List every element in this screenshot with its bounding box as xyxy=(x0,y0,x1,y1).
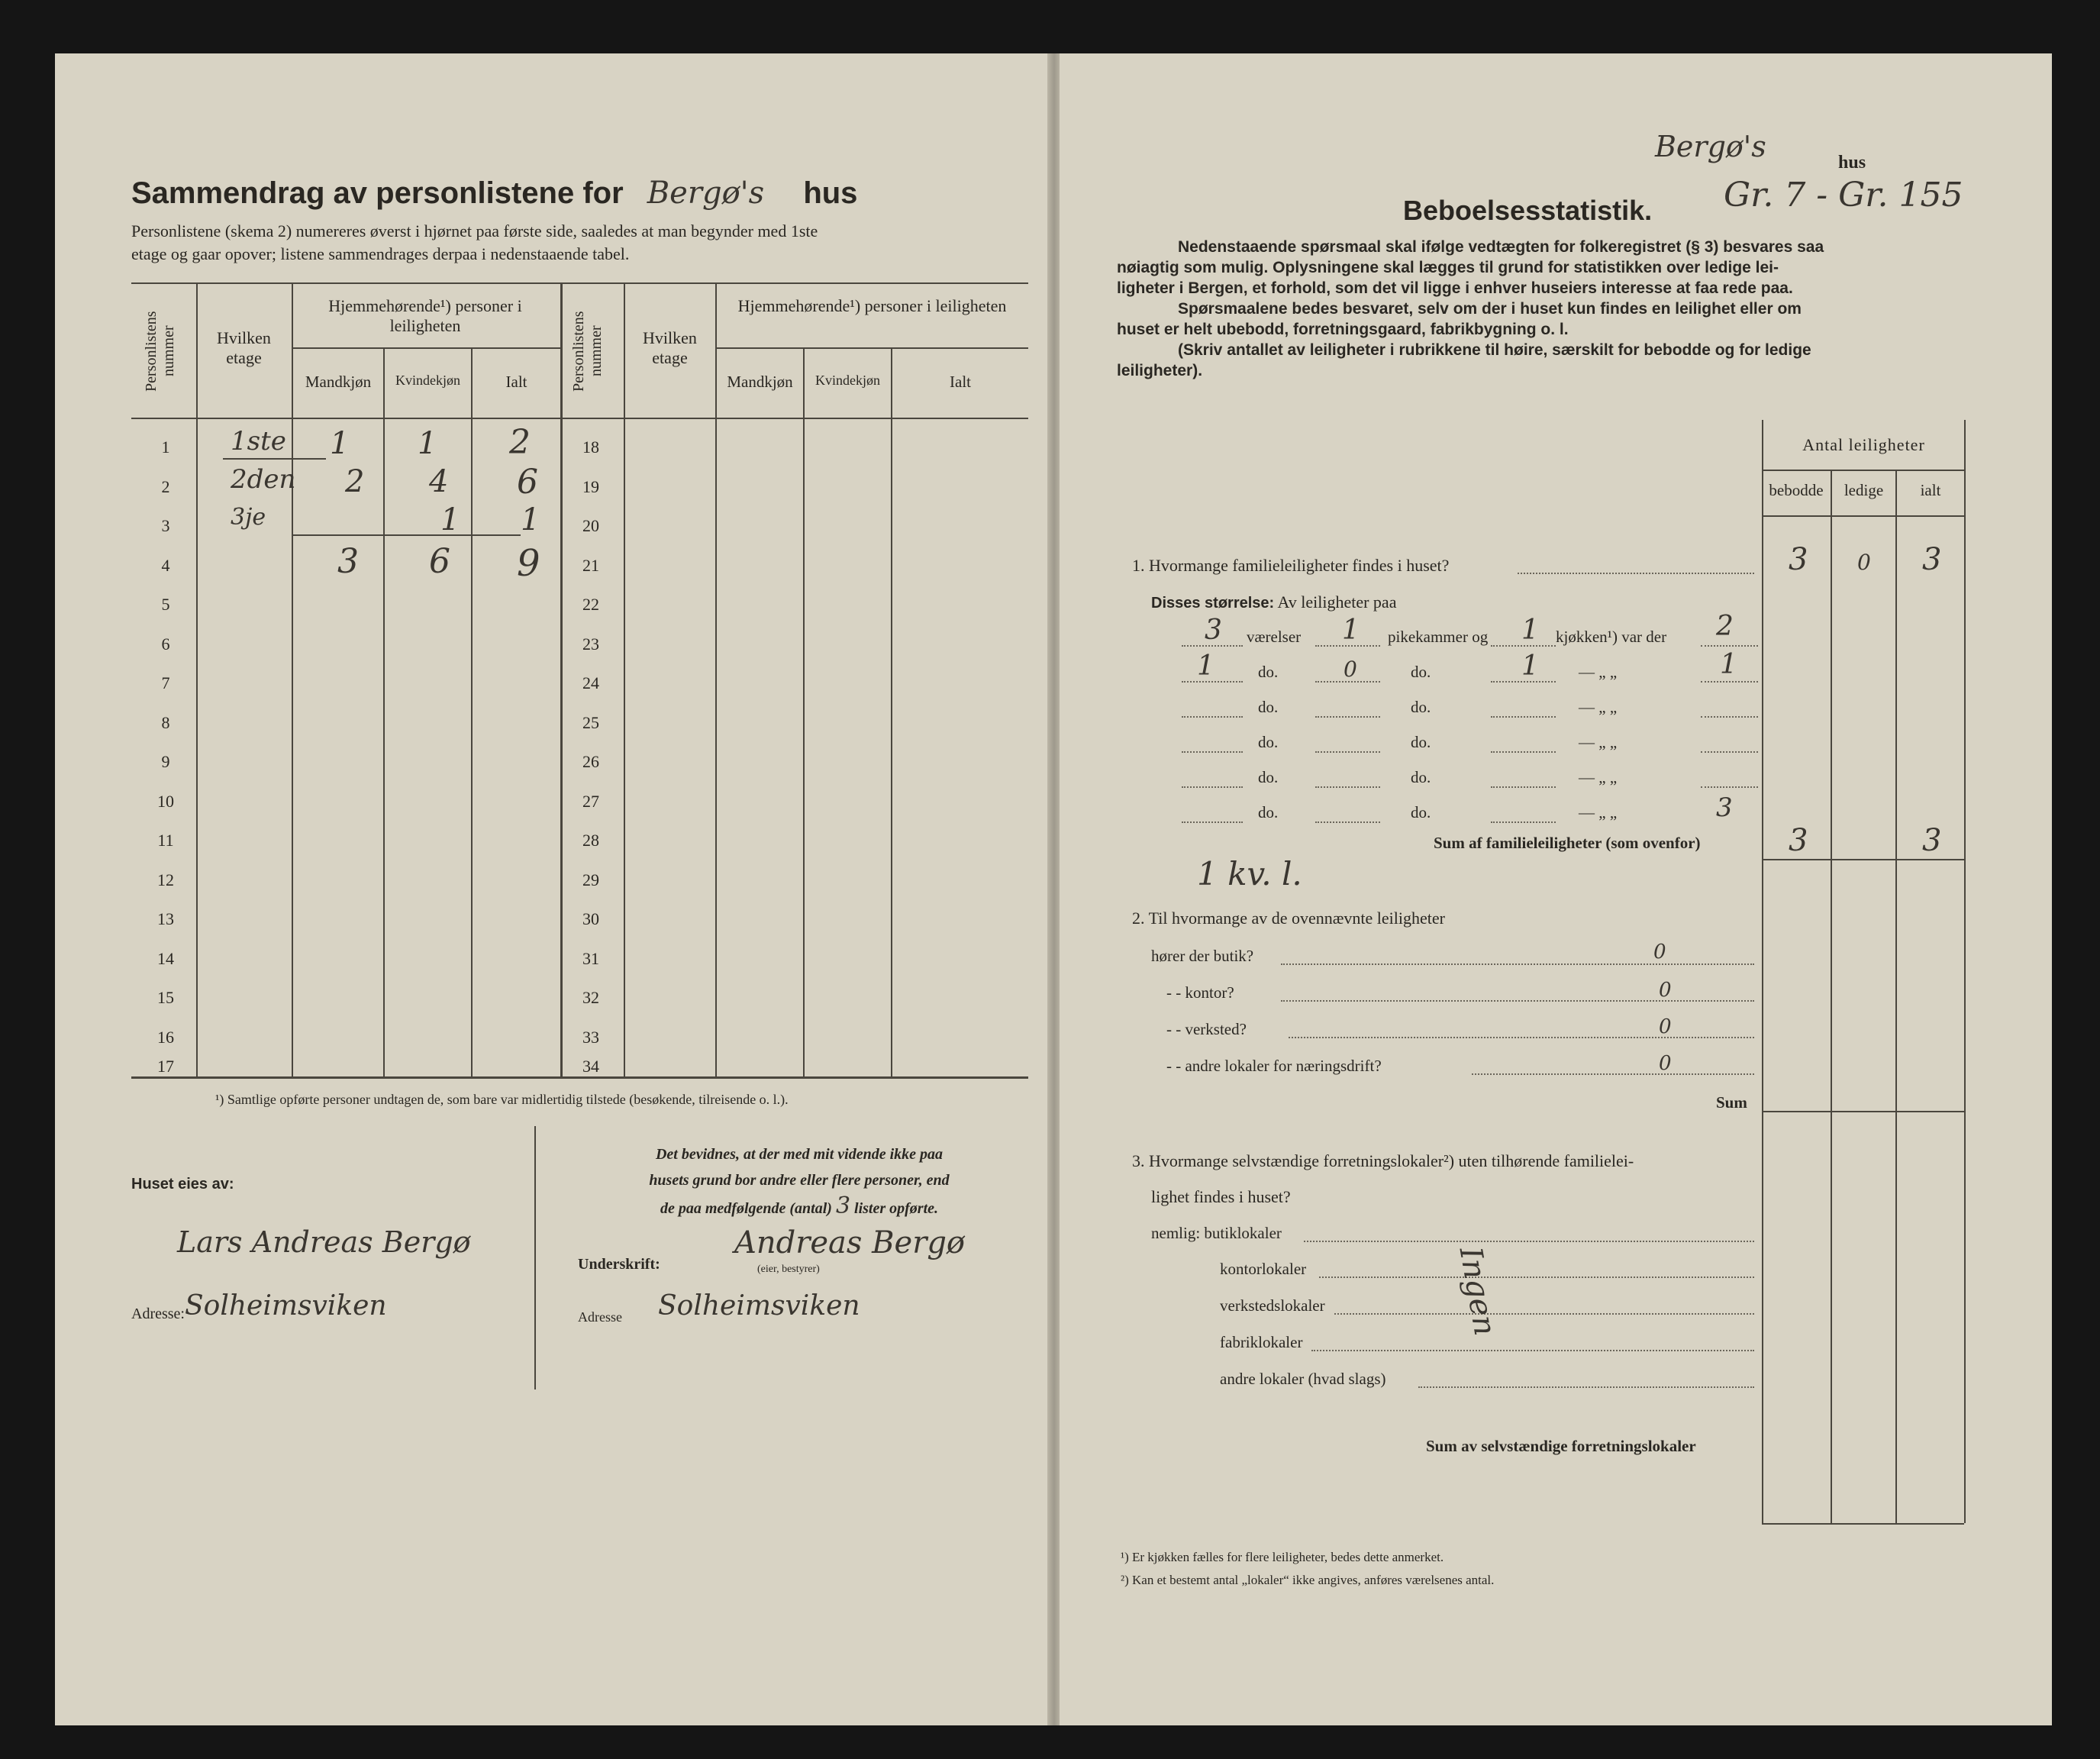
intro-line-7: leiligheter). xyxy=(1117,362,1203,379)
sum-fam-ialt: 3 xyxy=(1922,823,1942,858)
q3-item: verkstedslokaler xyxy=(1220,1296,1325,1315)
size-heading xyxy=(1151,592,1396,612)
size-rooms-label: værelser xyxy=(1247,628,1302,646)
row-nr: 25 xyxy=(582,713,599,732)
sign-name: Andreas Bergø xyxy=(734,1225,966,1260)
size-kjokken-label: — „ „ xyxy=(1579,768,1618,786)
col-header-k-2: Kvindekjøn xyxy=(815,373,880,388)
row1-m: 1 xyxy=(330,426,350,461)
owner-address: Solheimsviken xyxy=(185,1290,387,1322)
size-pike-label: do. xyxy=(1411,768,1431,786)
row-nr: 1 xyxy=(161,437,170,457)
size-kjokken-label: — „ „ xyxy=(1579,663,1618,681)
intro-line-5: huset er helt ubebodd, forretningsgaard, fabrikbygning o. l. xyxy=(1117,321,1569,338)
row-nr: 9 xyxy=(161,752,170,771)
cert-count: 3 xyxy=(835,1193,851,1219)
intro-line-4: Spørsmaalene bedes besvaret, selv om der i huset kun findes en leilighet eller om xyxy=(1178,300,1802,318)
row-nr: 19 xyxy=(582,477,599,496)
q2-val: 0 xyxy=(1659,1015,1672,1038)
left-title-prefix: Sammendrag av personlistene for xyxy=(131,176,624,210)
right-intro xyxy=(1117,237,2021,381)
size-rooms-label: do. xyxy=(1258,663,1279,681)
row-nr: 7 xyxy=(161,673,170,692)
row-nr: 31 xyxy=(582,949,599,968)
kvl-note: 1 kv. l. xyxy=(1197,855,1302,892)
size-rooms: 3 xyxy=(1205,615,1222,646)
q3-line-1: 3. Hvormange selvstændige forretningslokaler²) uten tilhørende familielei- xyxy=(1132,1151,1634,1170)
q3-item: kontorlokaler xyxy=(1220,1260,1307,1278)
left-intro-2: etage og gaar opover; listene sammendrages derpaa i nedenstaaende tabel. xyxy=(131,244,630,263)
foot-2: ²) Kan et bestemt antal „lokaler“ ikke angives, anføres værelsenes antal. xyxy=(1121,1573,1495,1587)
address-label: Adresse: xyxy=(131,1306,185,1322)
foot-1: ¹) Er kjøkken fælles for flere leiligheter, bedes dette anmerket. xyxy=(1121,1550,1444,1564)
size-count: 3 xyxy=(1716,792,1733,823)
certification xyxy=(574,1141,1024,1222)
size-kjokken: 1 xyxy=(1521,650,1539,682)
row1-k: 1 xyxy=(418,426,437,461)
q2-label: 2. Til hvormange av de ovennævnte leiligheter xyxy=(1132,909,1445,928)
row-nr: 24 xyxy=(582,673,599,692)
row2-k: 4 xyxy=(429,464,449,499)
row-nr: 4 xyxy=(161,556,170,575)
intro-line-6: (Skriv antallet av leiligheter i rubrikkene til høire, særskilt for bebodde og for ledige xyxy=(1178,341,1811,359)
left-page xyxy=(55,53,1047,1725)
size-rooms-label: do. xyxy=(1258,698,1279,716)
row-nr: 6 xyxy=(161,634,170,654)
row-nr: 12 xyxy=(157,870,174,889)
right-title: Beboelsesstatistik. xyxy=(1403,195,1653,226)
size-pike-label: do. xyxy=(1411,663,1431,681)
intro-line-1: Nedenstaaende spørsmaal skal ifølge vedtægten for folkeregistret (§ 3) besvares saa xyxy=(1178,238,1824,256)
row1-t: 2 xyxy=(509,423,531,462)
row-nr: 30 xyxy=(582,909,599,928)
q2-item: - - kontor? xyxy=(1166,983,1234,1002)
row-nr: 3 xyxy=(161,516,170,535)
sign-role: (eier, bestyrer) xyxy=(757,1264,820,1275)
q2-item: - - verksted? xyxy=(1166,1020,1247,1038)
col-header-nr: Personlistens nummer xyxy=(143,311,177,392)
q1-bebodde: 3 xyxy=(1789,542,1808,577)
size-pike-label: do. xyxy=(1411,698,1431,716)
row-nr: 32 xyxy=(582,988,599,1007)
top-owner: Bergø's xyxy=(1655,130,1766,163)
row1-floor: 1ste xyxy=(231,426,286,457)
col-ialt: ialt xyxy=(1920,481,1941,499)
cert-line-1: Det bevidnes, at der med mit vidende ikke paa xyxy=(655,1146,944,1163)
size-pike: 1 xyxy=(1342,615,1360,646)
row-nr: 8 xyxy=(161,713,170,732)
top-hus: hus xyxy=(1838,153,1866,173)
sign-label: Underskrift: xyxy=(578,1256,660,1273)
row-nr: 17 xyxy=(157,1057,174,1076)
size-count: 2 xyxy=(1716,611,1734,642)
size-kjokken-label: — „ „ xyxy=(1579,733,1618,751)
row2-m: 2 xyxy=(345,464,365,499)
row-nr: 2 xyxy=(161,477,170,496)
top-ref: Gr. 7 - Gr. 155 xyxy=(1724,176,1963,215)
row-nr: 15 xyxy=(157,988,174,1007)
q3-item: andre lokaler (hvad slags) xyxy=(1220,1370,1386,1388)
row-nr: 11 xyxy=(157,831,174,850)
sign-address-label: Adresse xyxy=(578,1309,622,1325)
row4-m: 3 xyxy=(337,542,359,581)
size-text: Av leiligheter paa xyxy=(1277,592,1397,612)
q2-item: - - andre lokaler for næringsdrift? xyxy=(1166,1057,1382,1075)
row-nr: 27 xyxy=(582,792,599,811)
size-rooms-label: do. xyxy=(1258,733,1279,751)
row2-floor: 2den xyxy=(231,464,296,495)
row-nr: 23 xyxy=(582,634,599,654)
col-header-group-2: Hjemmehørende¹) personer i leiligheten xyxy=(737,296,1007,315)
q2-val: 0 xyxy=(1653,941,1666,963)
col-header-nr-2: Personlistens nummer xyxy=(570,311,605,392)
sum-fam-label: Sum af familieleiligheter (som ovenfor) xyxy=(1434,834,1701,852)
row4-t: 9 xyxy=(517,542,540,585)
intro-line-3: ligheter i Bergen, et forhold, som det vil ligge i enhver huseiers interesse at faa rede paa. xyxy=(1117,279,1793,297)
q3-hand: Ingen xyxy=(1452,1244,1503,1338)
cert-line-3 xyxy=(574,1193,1024,1222)
antal-header: Antal leiligheter xyxy=(1802,435,1925,454)
row-nr: 33 xyxy=(582,1028,599,1047)
cert-line-3b: lister opførte. xyxy=(854,1200,939,1217)
size-count: 1 xyxy=(1720,649,1737,680)
left-footnote: ¹) Samtlige opførte personer undtagen de, som bare var midlertidig tilstede (besøkende, tilreisende o. l.). xyxy=(215,1092,789,1107)
col-header-t: Ialt xyxy=(505,373,527,391)
size-rooms-label: do. xyxy=(1258,768,1279,786)
row-nr: 22 xyxy=(582,595,599,614)
size-pike-label: pikekammer og xyxy=(1388,628,1489,646)
size-pike-label: do. xyxy=(1411,733,1431,751)
row4-k: 6 xyxy=(429,542,450,581)
q2-sum: Sum xyxy=(1716,1093,1747,1112)
intro-line-2: nøiagtig som mulig. Oplysningene skal lægges til grund for statistikken over ledige lei- xyxy=(1117,259,1779,276)
row-nr: 21 xyxy=(582,556,599,575)
q1-ialt: 3 xyxy=(1922,542,1942,577)
row-nr: 5 xyxy=(161,595,170,614)
size-label: Disses størrelse: xyxy=(1151,595,1275,612)
row-nr: 28 xyxy=(582,831,599,850)
row3-t: 1 xyxy=(521,502,540,537)
q3-line-2: lighet findes i huset? xyxy=(1151,1187,1291,1206)
row-nr: 29 xyxy=(582,870,599,889)
left-title-suffix: hus xyxy=(803,176,858,210)
size-pike: 0 xyxy=(1344,657,1357,682)
q1-ledige: 0 xyxy=(1857,550,1871,575)
col-header-floor: Hvilken etage xyxy=(217,328,271,367)
col-header-t-2: Ialt xyxy=(950,373,971,391)
size-kjokken-label: — „ „ xyxy=(1579,698,1618,716)
sign-address: Solheimsviken xyxy=(658,1290,860,1322)
size-rooms-label: do. xyxy=(1258,803,1279,821)
row2-t: 6 xyxy=(517,463,538,502)
size-pike-label: do. xyxy=(1411,803,1431,821)
row-nr: 16 xyxy=(157,1028,174,1047)
row-nr: 13 xyxy=(157,909,174,928)
row-nr: 34 xyxy=(582,1057,599,1076)
owner-label: Huset eies av: xyxy=(131,1176,234,1193)
left-title-owner: Bergø's xyxy=(647,176,765,211)
left-title xyxy=(131,176,857,211)
row3-k: 1 xyxy=(440,502,460,537)
q3-item: fabriklokaler xyxy=(1220,1333,1303,1351)
row3-floor: 3je xyxy=(231,504,266,531)
col-bebodde: bebodde xyxy=(1769,481,1824,499)
col-header-m: Mandkjøn xyxy=(305,373,372,391)
row-nr: 18 xyxy=(582,437,599,457)
size-kjokken: 1 xyxy=(1521,615,1539,646)
owner-name: Lars Andreas Bergø xyxy=(177,1225,471,1259)
sum-fam-bebodde: 3 xyxy=(1789,823,1808,858)
size-kjokken-label: kjøkken¹) var der xyxy=(1556,628,1667,646)
q3-sum: Sum av selvstændige forretningslokaler xyxy=(1426,1437,1696,1455)
row-nr: 10 xyxy=(157,792,174,811)
q3-item: nemlig: butiklokaler xyxy=(1151,1224,1282,1242)
q1-label: 1. Hvormange familieleiligheter findes i huset? xyxy=(1132,556,1450,575)
left-intro-1: Personlistene (skema 2) numereres øverst i hjørnet paa første side, saaledes at man begynder med 1ste xyxy=(131,221,818,240)
size-rooms: 1 xyxy=(1197,650,1215,682)
q2-val: 0 xyxy=(1659,1052,1672,1075)
col-header-group: Hjemmehørende¹) personer i leiligheten xyxy=(328,296,522,335)
cert-line-3a: de paa medfølgende (antal) xyxy=(660,1200,832,1217)
right-page xyxy=(1060,53,2052,1725)
row-nr: 14 xyxy=(157,949,174,968)
col-header-k: Kvindekjøn xyxy=(395,373,460,388)
q2-item: hører der butik? xyxy=(1151,947,1254,965)
col-header-floor-2: Hvilken etage xyxy=(643,328,697,367)
q2-val: 0 xyxy=(1659,979,1672,1002)
size-kjokken-label: — „ „ xyxy=(1579,803,1618,821)
cert-line-2: husets grund bor andre eller flere personer, end xyxy=(649,1172,950,1189)
col-header-m-2: Mandkjøn xyxy=(727,373,793,391)
row-nr: 20 xyxy=(582,516,599,535)
row-nr: 26 xyxy=(582,752,599,771)
col-ledige: ledige xyxy=(1844,481,1884,499)
